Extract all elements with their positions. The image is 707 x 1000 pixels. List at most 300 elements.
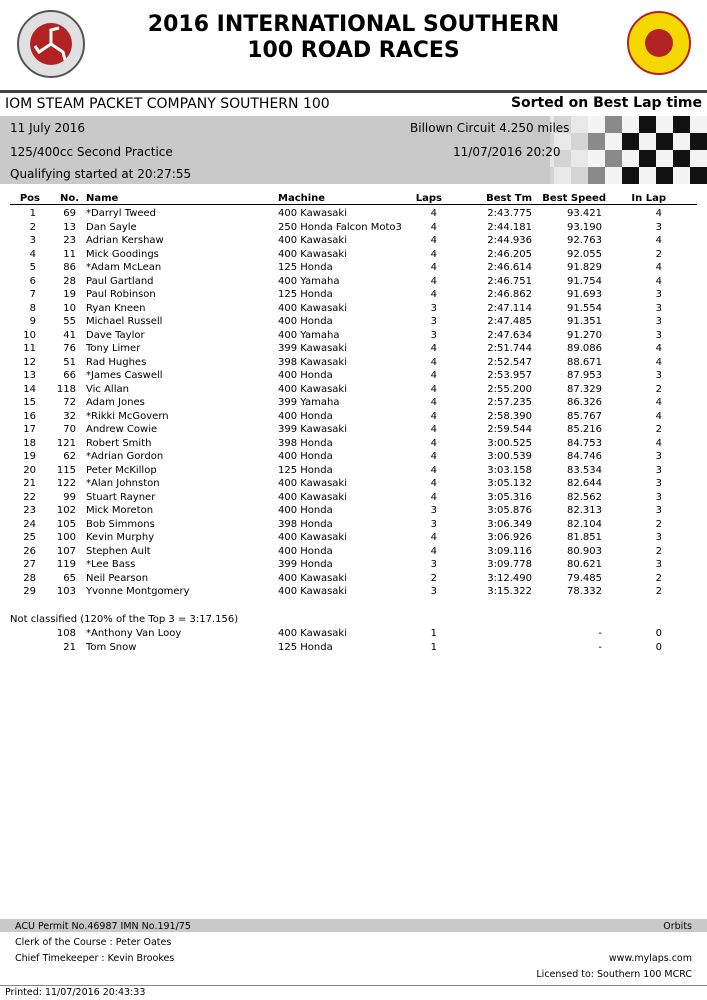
cell-pos: 3	[29, 235, 36, 246]
cell-best-tm: 3:09.116	[487, 545, 532, 557]
cell-pos: 20	[23, 464, 36, 476]
cell-in-lap: 3	[655, 505, 662, 516]
cell-laps: 4	[430, 370, 437, 381]
cell-best-speed: 80.621	[567, 559, 602, 570]
cell-name: Rad Hughes	[86, 356, 147, 368]
table-row	[0, 491, 707, 505]
cell-best-tm: 2:46.862	[487, 289, 532, 300]
cell-best-speed: 91.693	[567, 289, 602, 300]
cell-best-speed: 91.829	[567, 262, 602, 273]
checker-square	[673, 116, 690, 133]
cell-in-lap: 4	[655, 208, 662, 219]
session-name: 125/400cc Second Practice	[10, 145, 173, 159]
cell-pos: 11	[23, 343, 36, 354]
table-row	[0, 585, 707, 599]
cell-name: Adam Jones	[86, 397, 145, 408]
cell-laps: 4	[430, 464, 437, 476]
circuit-name: Billown Circuit 4.250 miles	[410, 121, 570, 135]
not-classified-table	[0, 627, 707, 654]
cell-machine: 250 Honda Falcon Moto3	[278, 221, 402, 233]
cell-no: 28	[63, 275, 76, 287]
table-row	[0, 531, 707, 545]
cell-best-speed: 91.554	[567, 302, 602, 314]
cell-best-speed: -	[598, 628, 602, 639]
cell-best-speed: 86.326	[567, 397, 602, 408]
cell-best-speed: 92.763	[567, 235, 602, 246]
cell-no: 13	[63, 221, 76, 233]
cell-in-lap: 0	[655, 628, 662, 639]
cell-no: 121	[56, 437, 76, 449]
cell-pos: 29	[23, 586, 36, 597]
cell-in-lap: 4	[655, 356, 662, 368]
cell-laps: 3	[430, 329, 437, 341]
cell-laps: 3	[430, 559, 437, 570]
cell-best-speed: 84.746	[567, 451, 602, 462]
acu-permit: ACU Permit No.46987 IMN No.191/75	[15, 921, 191, 932]
cell-machine: 125 Honda	[278, 641, 333, 653]
checker-square	[605, 133, 622, 150]
cell-best-speed: 87.329	[567, 383, 602, 395]
cell-laps: 1	[430, 641, 437, 653]
cell-best-speed: 91.270	[567, 329, 602, 341]
cell-name: Yvonne Montgomery	[86, 586, 190, 597]
cell-in-lap: 3	[655, 559, 662, 570]
cell-machine: 398 Kawasaki	[278, 356, 347, 368]
cell-in-lap: 3	[655, 464, 662, 476]
cell-name: *Adrian Gordon	[86, 451, 164, 462]
cell-laps: 3	[430, 302, 437, 314]
table-row	[0, 221, 707, 235]
checker-square	[605, 116, 622, 133]
cell-no: 122	[56, 478, 76, 489]
checker-square	[656, 167, 673, 184]
checker-square	[588, 133, 605, 150]
cell-laps: 4	[430, 532, 437, 543]
cell-best-tm: 3:06.926	[487, 532, 532, 543]
cell-best-speed: 93.421	[567, 208, 602, 219]
table-row	[0, 383, 707, 397]
cell-laps: 3	[430, 316, 437, 327]
cell-best-tm: 2:44.936	[487, 235, 532, 246]
cell-no: 119	[56, 559, 76, 570]
cell-best-speed: 89.086	[567, 343, 602, 354]
cell-in-lap: 3	[655, 221, 662, 233]
cell-laps: 4	[430, 248, 437, 260]
cell-machine: 400 Honda	[278, 505, 333, 516]
cell-name: Dave Taylor	[86, 329, 145, 341]
cell-machine: 400 Honda	[278, 316, 333, 327]
title-line-1: 2016 INTERNATIONAL SOUTHERN	[147, 12, 560, 37]
checker-square	[571, 116, 588, 133]
cell-machine: 399 Yamaha	[278, 397, 340, 408]
checker-square	[588, 116, 605, 133]
cell-best-speed: 82.644	[567, 478, 602, 489]
cell-name: Peter McKillop	[86, 464, 157, 476]
col-name: Name	[86, 193, 119, 204]
cell-in-lap: 3	[655, 370, 662, 381]
cell-no: 72	[63, 397, 76, 408]
cell-in-lap: 4	[655, 410, 662, 422]
table-row	[0, 477, 707, 491]
cell-machine: 125 Honda	[278, 464, 333, 476]
checker-square	[690, 116, 707, 133]
cell-pos: 15	[23, 397, 36, 408]
cell-no: 41	[63, 329, 76, 341]
cell-in-lap: 3	[655, 491, 662, 503]
cell-in-lap: 2	[655, 424, 662, 435]
cell-name: Kevin Murphy	[86, 532, 155, 543]
cell-best-tm: 2:53.957	[487, 370, 532, 381]
cell-no: 108	[56, 628, 76, 639]
not-classified-label: Not classified (120% of the Top 3 = 3:17.156)	[10, 614, 239, 625]
cell-pos: 16	[23, 410, 36, 422]
cell-best-speed: 88.671	[567, 356, 602, 368]
cell-in-lap: 4	[655, 437, 662, 449]
checker-square	[554, 167, 571, 184]
cell-laps: 4	[430, 208, 437, 219]
cell-machine: 400 Kawasaki	[278, 208, 347, 219]
cell-laps: 4	[430, 545, 437, 557]
cell-machine: 400 Kawasaki	[278, 302, 347, 314]
cell-pos: 17	[23, 424, 36, 435]
cell-machine: 400 Kawasaki	[278, 586, 347, 597]
cell-pos: 28	[23, 572, 36, 584]
table-row	[0, 207, 707, 221]
cell-no: 107	[56, 545, 76, 557]
cell-laps: 4	[430, 410, 437, 422]
checker-square	[656, 133, 673, 150]
cell-machine: 400 Yamaha	[278, 329, 340, 341]
cell-name: Neil Pearson	[86, 572, 149, 584]
cell-best-tm: 3:09.778	[487, 559, 532, 570]
cell-best-speed: 91.754	[567, 275, 602, 287]
cell-best-tm: 2:47.634	[487, 329, 532, 341]
cell-pos: 22	[23, 491, 36, 503]
cell-machine: 400 Kawasaki	[278, 235, 347, 246]
cell-name: *Lee Bass	[86, 559, 136, 570]
table-row	[0, 315, 707, 329]
cell-pos: 1	[29, 208, 36, 219]
cell-no: 118	[56, 383, 76, 395]
table-row	[0, 342, 707, 356]
cell-in-lap: 2	[655, 383, 662, 395]
table-row	[0, 369, 707, 383]
table-row	[0, 234, 707, 248]
cell-best-speed: 87.953	[567, 370, 602, 381]
cell-best-tm: 3:15.322	[487, 586, 532, 597]
cell-no: 103	[56, 586, 76, 597]
cell-in-lap: 2	[655, 518, 662, 530]
cell-pos: 23	[23, 505, 36, 516]
orbits-label: Orbits	[663, 921, 692, 932]
session-datetime: 11/07/2016 20:20	[453, 145, 561, 159]
cell-best-speed: 84.753	[567, 437, 602, 449]
event-name: IOM STEAM PACKET COMPANY SOUTHERN 100	[5, 96, 330, 112]
cell-best-speed: 82.313	[567, 505, 602, 516]
cell-in-lap: 2	[655, 248, 662, 260]
cell-best-speed: 85.767	[567, 410, 602, 422]
cell-in-lap: 2	[655, 545, 662, 557]
printed-timestamp: Printed: 11/07/2016 20:43:33	[5, 987, 146, 998]
cell-name: *Darryl Tweed	[86, 208, 157, 219]
cell-no: 115	[56, 464, 76, 476]
cell-name: Bob Simmons	[86, 518, 155, 530]
cell-best-tm: 2:52.547	[487, 356, 532, 368]
col-machine: Machine	[278, 193, 326, 204]
cell-in-lap: 4	[655, 262, 662, 273]
header-divider	[0, 90, 707, 93]
chief-timekeeper: Chief Timekeeper : Kevin Brookes	[15, 953, 175, 964]
checkered-flag-icon	[550, 116, 707, 184]
cell-best-speed: 92.055	[567, 248, 602, 260]
cell-best-speed: 85.216	[567, 424, 602, 435]
title-line-2: 100 ROAD RACES	[247, 38, 460, 63]
session-date: 11 July 2016	[10, 121, 86, 135]
table-row	[0, 356, 707, 370]
cell-best-tm: 2:51.744	[487, 343, 532, 354]
cell-in-lap: 4	[655, 275, 662, 287]
checker-square	[605, 150, 622, 167]
cell-name: Stephen Ault	[86, 545, 151, 557]
page-title	[0, 12, 707, 64]
cell-no: 100	[56, 532, 76, 543]
table-row	[0, 437, 707, 451]
checker-square	[673, 133, 690, 150]
checker-square	[690, 133, 707, 150]
table-row	[0, 248, 707, 262]
table-row	[0, 410, 707, 424]
cell-best-tm: 3:12.490	[487, 572, 532, 584]
cell-machine: 125 Honda	[278, 289, 333, 300]
cell-laps: 4	[430, 437, 437, 449]
cell-laps: 4	[430, 383, 437, 395]
cell-name: Adrian Kershaw	[86, 235, 164, 246]
cell-laps: 3	[430, 505, 437, 516]
checker-square	[690, 167, 707, 184]
cell-laps: 1	[430, 628, 437, 639]
cell-machine: 398 Honda	[278, 437, 333, 449]
col-no: No.	[60, 193, 80, 204]
sort-label: Sorted on Best Lap time	[510, 95, 702, 111]
cell-name: Ryan Kneen	[86, 302, 146, 314]
cell-best-tm: 3:06.349	[487, 518, 532, 530]
cell-best-tm: 2:44.181	[487, 221, 532, 233]
qualifying-start: Qualifying started at 20:27:55	[10, 167, 192, 181]
cell-laps: 4	[430, 478, 437, 489]
cell-machine: 400 Kawasaki	[278, 572, 347, 584]
cell-machine: 400 Kawasaki	[278, 532, 347, 543]
cell-best-tm: 3:05.876	[487, 505, 532, 516]
cell-best-tm: 3:03.158	[487, 464, 532, 476]
cell-pos: 6	[29, 275, 36, 287]
cell-machine: 400 Honda	[278, 370, 333, 381]
cell-in-lap: 3	[655, 289, 662, 300]
cell-in-lap: 3	[655, 532, 662, 543]
checker-square	[571, 167, 588, 184]
col-best-speed: Best Speed	[542, 193, 606, 204]
checker-square	[639, 133, 656, 150]
table-row	[0, 464, 707, 478]
col-pos: Pos	[19, 193, 40, 204]
cell-name: Michael Russell	[86, 316, 163, 327]
header-separator	[10, 204, 697, 205]
cell-best-speed: 82.562	[567, 491, 602, 503]
cell-best-tm: 2:47.485	[487, 316, 532, 327]
cell-pos: 25	[23, 532, 36, 543]
cell-name: *Alan Johnston	[86, 478, 160, 489]
col-laps: Laps	[415, 193, 442, 204]
cell-laps: 4	[430, 451, 437, 462]
cell-machine: 400 Honda	[278, 545, 333, 557]
cell-best-speed: 80.903	[567, 545, 602, 557]
cell-no: 10	[63, 302, 76, 314]
cell-in-lap: 2	[655, 572, 662, 584]
footer-divider	[0, 985, 707, 986]
cell-no: 62	[63, 451, 76, 462]
cell-pos: 27	[23, 559, 36, 570]
cell-no: 86	[63, 262, 76, 273]
cell-no: 102	[56, 505, 76, 516]
table-row	[0, 627, 707, 641]
cell-no: 23	[63, 235, 76, 246]
cell-pos: 19	[23, 451, 36, 462]
cell-name: Andrew Cowie	[86, 424, 158, 435]
cell-pos: 10	[23, 329, 36, 341]
cell-machine: 400 Kawasaki	[278, 478, 347, 489]
cell-pos: 12	[23, 356, 36, 368]
table-row	[0, 396, 707, 410]
cell-machine: 400 Honda	[278, 410, 333, 422]
cell-best-speed: 91.351	[567, 316, 602, 327]
cell-best-tm: 2:43.775	[487, 208, 532, 219]
cell-no: 21	[63, 641, 76, 653]
cell-machine: 399 Kawasaki	[278, 343, 347, 354]
cell-pos: 26	[23, 545, 36, 557]
cell-name: *Anthony Van Looy	[86, 628, 182, 639]
cell-in-lap: 3	[655, 478, 662, 489]
licensed-to: Licensed to: Southern 100 MCRC	[536, 969, 692, 980]
cell-no: 32	[63, 410, 76, 422]
cell-laps: 4	[430, 221, 437, 233]
cell-best-speed: -	[598, 641, 602, 653]
cell-pos: 9	[29, 316, 36, 327]
checker-square	[673, 150, 690, 167]
checker-square	[571, 150, 588, 167]
table-row	[0, 288, 707, 302]
cell-pos: 2	[29, 221, 36, 233]
cell-machine: 400 Kawasaki	[278, 383, 347, 395]
checker-square	[571, 133, 588, 150]
cell-machine: 400 Honda	[278, 451, 333, 462]
checker-square	[656, 116, 673, 133]
cell-in-lap: 3	[655, 302, 662, 314]
checker-square	[622, 150, 639, 167]
cell-no: 99	[63, 491, 76, 503]
website-link[interactable]: www.mylaps.com	[608, 953, 692, 964]
cell-machine: 400 Kawasaki	[278, 491, 347, 503]
cell-pos: 4	[29, 248, 36, 260]
cell-best-speed: 82.104	[567, 518, 602, 530]
table-row	[0, 504, 707, 518]
cell-pos: 13	[23, 370, 36, 381]
table-row	[0, 423, 707, 437]
cell-no: 66	[63, 370, 76, 381]
cell-pos: 8	[29, 302, 36, 314]
checker-square	[622, 133, 639, 150]
cell-name: Mick Moreton	[86, 505, 154, 516]
checker-square	[622, 116, 639, 133]
cell-name: Robert Smith	[86, 437, 152, 449]
cell-best-speed: 93.190	[567, 221, 602, 233]
cell-machine: 125 Honda	[278, 262, 333, 273]
cell-pos: 7	[29, 289, 36, 300]
cell-name: Paul Gartland	[86, 275, 154, 287]
checker-square	[639, 150, 656, 167]
table-row	[0, 545, 707, 559]
cell-laps: 4	[430, 262, 437, 273]
cell-laps: 4	[430, 235, 437, 246]
table-row	[0, 275, 707, 289]
cell-laps: 3	[430, 586, 437, 597]
cell-no: 105	[56, 518, 76, 530]
checker-square	[656, 150, 673, 167]
checker-square	[588, 167, 605, 184]
checker-square	[622, 167, 639, 184]
cell-best-speed: 78.332	[567, 586, 602, 597]
table-row	[0, 572, 707, 586]
cell-no: 76	[63, 343, 76, 354]
cell-no: 65	[63, 572, 76, 584]
cell-best-tm: 2:57.235	[487, 397, 532, 408]
table-row	[0, 329, 707, 343]
table-row	[0, 261, 707, 275]
cell-best-tm: 2:58.390	[487, 410, 532, 422]
cell-laps: 4	[430, 275, 437, 287]
cell-pos: 21	[23, 478, 36, 489]
col-best-tm: Best Tm	[486, 193, 532, 204]
cell-best-tm: 2:46.751	[487, 275, 532, 287]
cell-in-lap: 4	[655, 397, 662, 408]
cell-no: 19	[63, 289, 76, 300]
cell-name: Mick Goodings	[86, 248, 159, 260]
cell-in-lap: 2	[655, 586, 662, 597]
cell-best-speed: 81.851	[567, 532, 602, 543]
cell-machine: 399 Honda	[278, 559, 333, 570]
cell-best-tm: 3:05.316	[487, 491, 532, 503]
table-row	[0, 518, 707, 532]
cell-best-tm: 3:00.539	[487, 451, 532, 462]
cell-laps: 2	[430, 572, 437, 584]
cell-best-tm: 2:55.200	[487, 383, 532, 395]
cell-laps: 4	[430, 343, 437, 354]
table-row	[0, 450, 707, 464]
cell-in-lap: 4	[655, 343, 662, 354]
cell-name: *Adam McLean	[86, 262, 162, 273]
cell-pos: 14	[23, 383, 36, 395]
cell-best-tm: 2:46.614	[487, 262, 532, 273]
cell-in-lap: 3	[655, 316, 662, 327]
checker-square	[550, 167, 554, 184]
cell-no: 11	[63, 248, 76, 260]
checker-square	[588, 150, 605, 167]
cell-best-speed: 79.485	[567, 572, 602, 584]
cell-laps: 4	[430, 289, 437, 300]
checker-square	[639, 116, 656, 133]
cell-laps: 4	[430, 397, 437, 408]
cell-name: Tony Limer	[86, 343, 141, 354]
results-table	[0, 207, 707, 599]
cell-pos: 18	[23, 437, 36, 449]
